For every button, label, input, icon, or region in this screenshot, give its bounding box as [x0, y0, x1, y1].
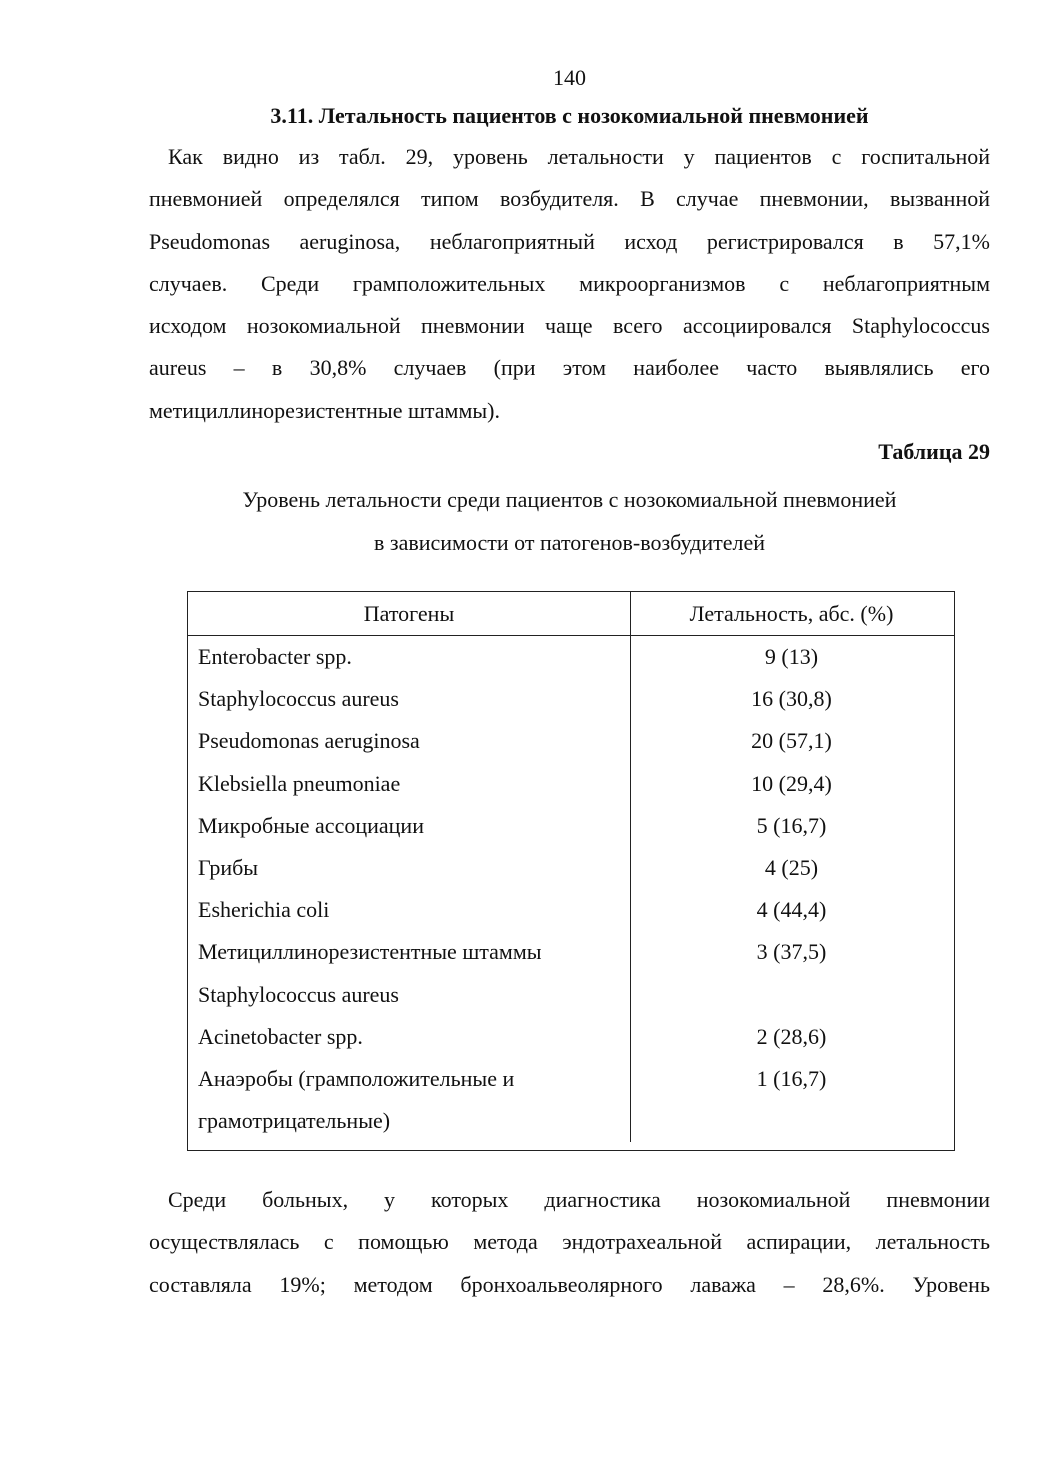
lethality-cell: 3 (37,5) [756, 939, 827, 965]
pathogen-cell: Грибы [188, 847, 631, 889]
lethality-cell: 5 (16,7) [756, 812, 827, 838]
table-row [188, 636, 954, 678]
lethality-cell: 10 (29,4) [751, 770, 832, 796]
paragraph-line: случаев. Среди грамположительных микроорганизмов с неблагоприятным [149, 270, 990, 296]
table-label: Таблица 29 [878, 439, 990, 464]
paragraph-line: Как видно из табл. 29, уровень летальности у пациентов с госпитальной [168, 144, 990, 169]
lethality-table [187, 591, 955, 1151]
lethality-cell: 4 (44,4) [756, 897, 827, 923]
table-caption-line: Уровень летальности среди пациентов с нозокомиальной пневмонией [242, 487, 897, 512]
table-row [188, 1058, 954, 1100]
paragraph-line: Pseudomonas aeruginosa, неблагоприятный исход регистрировался в 57,1% [149, 228, 990, 254]
table-header [188, 592, 954, 636]
table-row [188, 678, 954, 720]
table-row [188, 805, 954, 847]
table-row [188, 847, 954, 889]
lethality-cell: 9 (13) [764, 644, 819, 669]
table-row [188, 889, 954, 931]
pathogen-cell: Esherichia coli [188, 889, 631, 931]
pathogen-cell: Staphylococcus aureus [188, 974, 631, 1016]
table-body [188, 636, 954, 1150]
table-row [188, 763, 954, 805]
table-caption-line: в зависимости от патогенов-возбудителей [373, 529, 766, 555]
pathogen-cell: Pseudomonas aeruginosa [188, 720, 631, 762]
paragraph-1 [149, 136, 990, 432]
table-row [188, 931, 954, 973]
header-pathogens: Патогены [188, 592, 631, 635]
lethality-cell: 2 (28,6) [756, 1023, 827, 1049]
lethality-cell: 16 (30,8) [751, 686, 832, 712]
pathogen-cell: Staphylococcus aureus [188, 678, 631, 720]
pathogen-cell: Acinetobacter spp. [188, 1016, 631, 1058]
table-row [188, 720, 954, 762]
lethality-cell [631, 974, 952, 1016]
paragraph-line: aureus – в 30,8% случаев (при этом наиболее часто выявлялись его [149, 355, 990, 381]
lethality-cell [631, 1100, 952, 1142]
pathogen-cell: Метициллинорезистентные штаммы [188, 931, 631, 973]
paragraph-line: метициллинорезистентные штаммы). [149, 397, 501, 423]
lethality-cell: 1 (16,7) [756, 1066, 827, 1092]
table-row [188, 974, 954, 1016]
paragraph-line: осуществлялась с помощью метода эндотрахеальной аспирации, летальность [149, 1229, 990, 1255]
section-title: 3.11. Летальность пациентов с нозокомиальной пневмонией [270, 103, 869, 128]
table-row [188, 1016, 954, 1058]
paragraph-line: Среди больных, у которых диагностика нозокомиальной пневмонии [168, 1187, 990, 1212]
pathogen-cell: Микробные ассоциации [188, 805, 631, 847]
header-lethality: Летальность, абс. (%) [689, 600, 894, 626]
table-row [188, 1100, 954, 1142]
pathogen-cell: грамотрицательные) [188, 1100, 631, 1142]
pathogen-cell: Klebsiella pneumoniae [188, 763, 631, 805]
pathogen-cell: Анаэробы (грамположительные и [188, 1058, 631, 1100]
paragraph-line: исходом нозокомиальной пневмонии чаще всего ассоциировался Staphylococcus [149, 313, 990, 339]
paragraph-line: составляла 19%; методом бронхоальвеолярного лаважа – 28,6%. Уровень [149, 1271, 990, 1297]
paragraph-line: пневмонией определялся типом возбудителя. В случае пневмонии, вызванной [149, 186, 990, 212]
table-caption [149, 479, 990, 564]
lethality-cell: 4 (25) [764, 855, 819, 881]
pathogen-cell: Enterobacter spp. [188, 636, 631, 678]
page-number: 140 [553, 65, 586, 90]
lethality-cell: 20 (57,1) [751, 728, 832, 754]
paragraph-2 [149, 1179, 990, 1306]
